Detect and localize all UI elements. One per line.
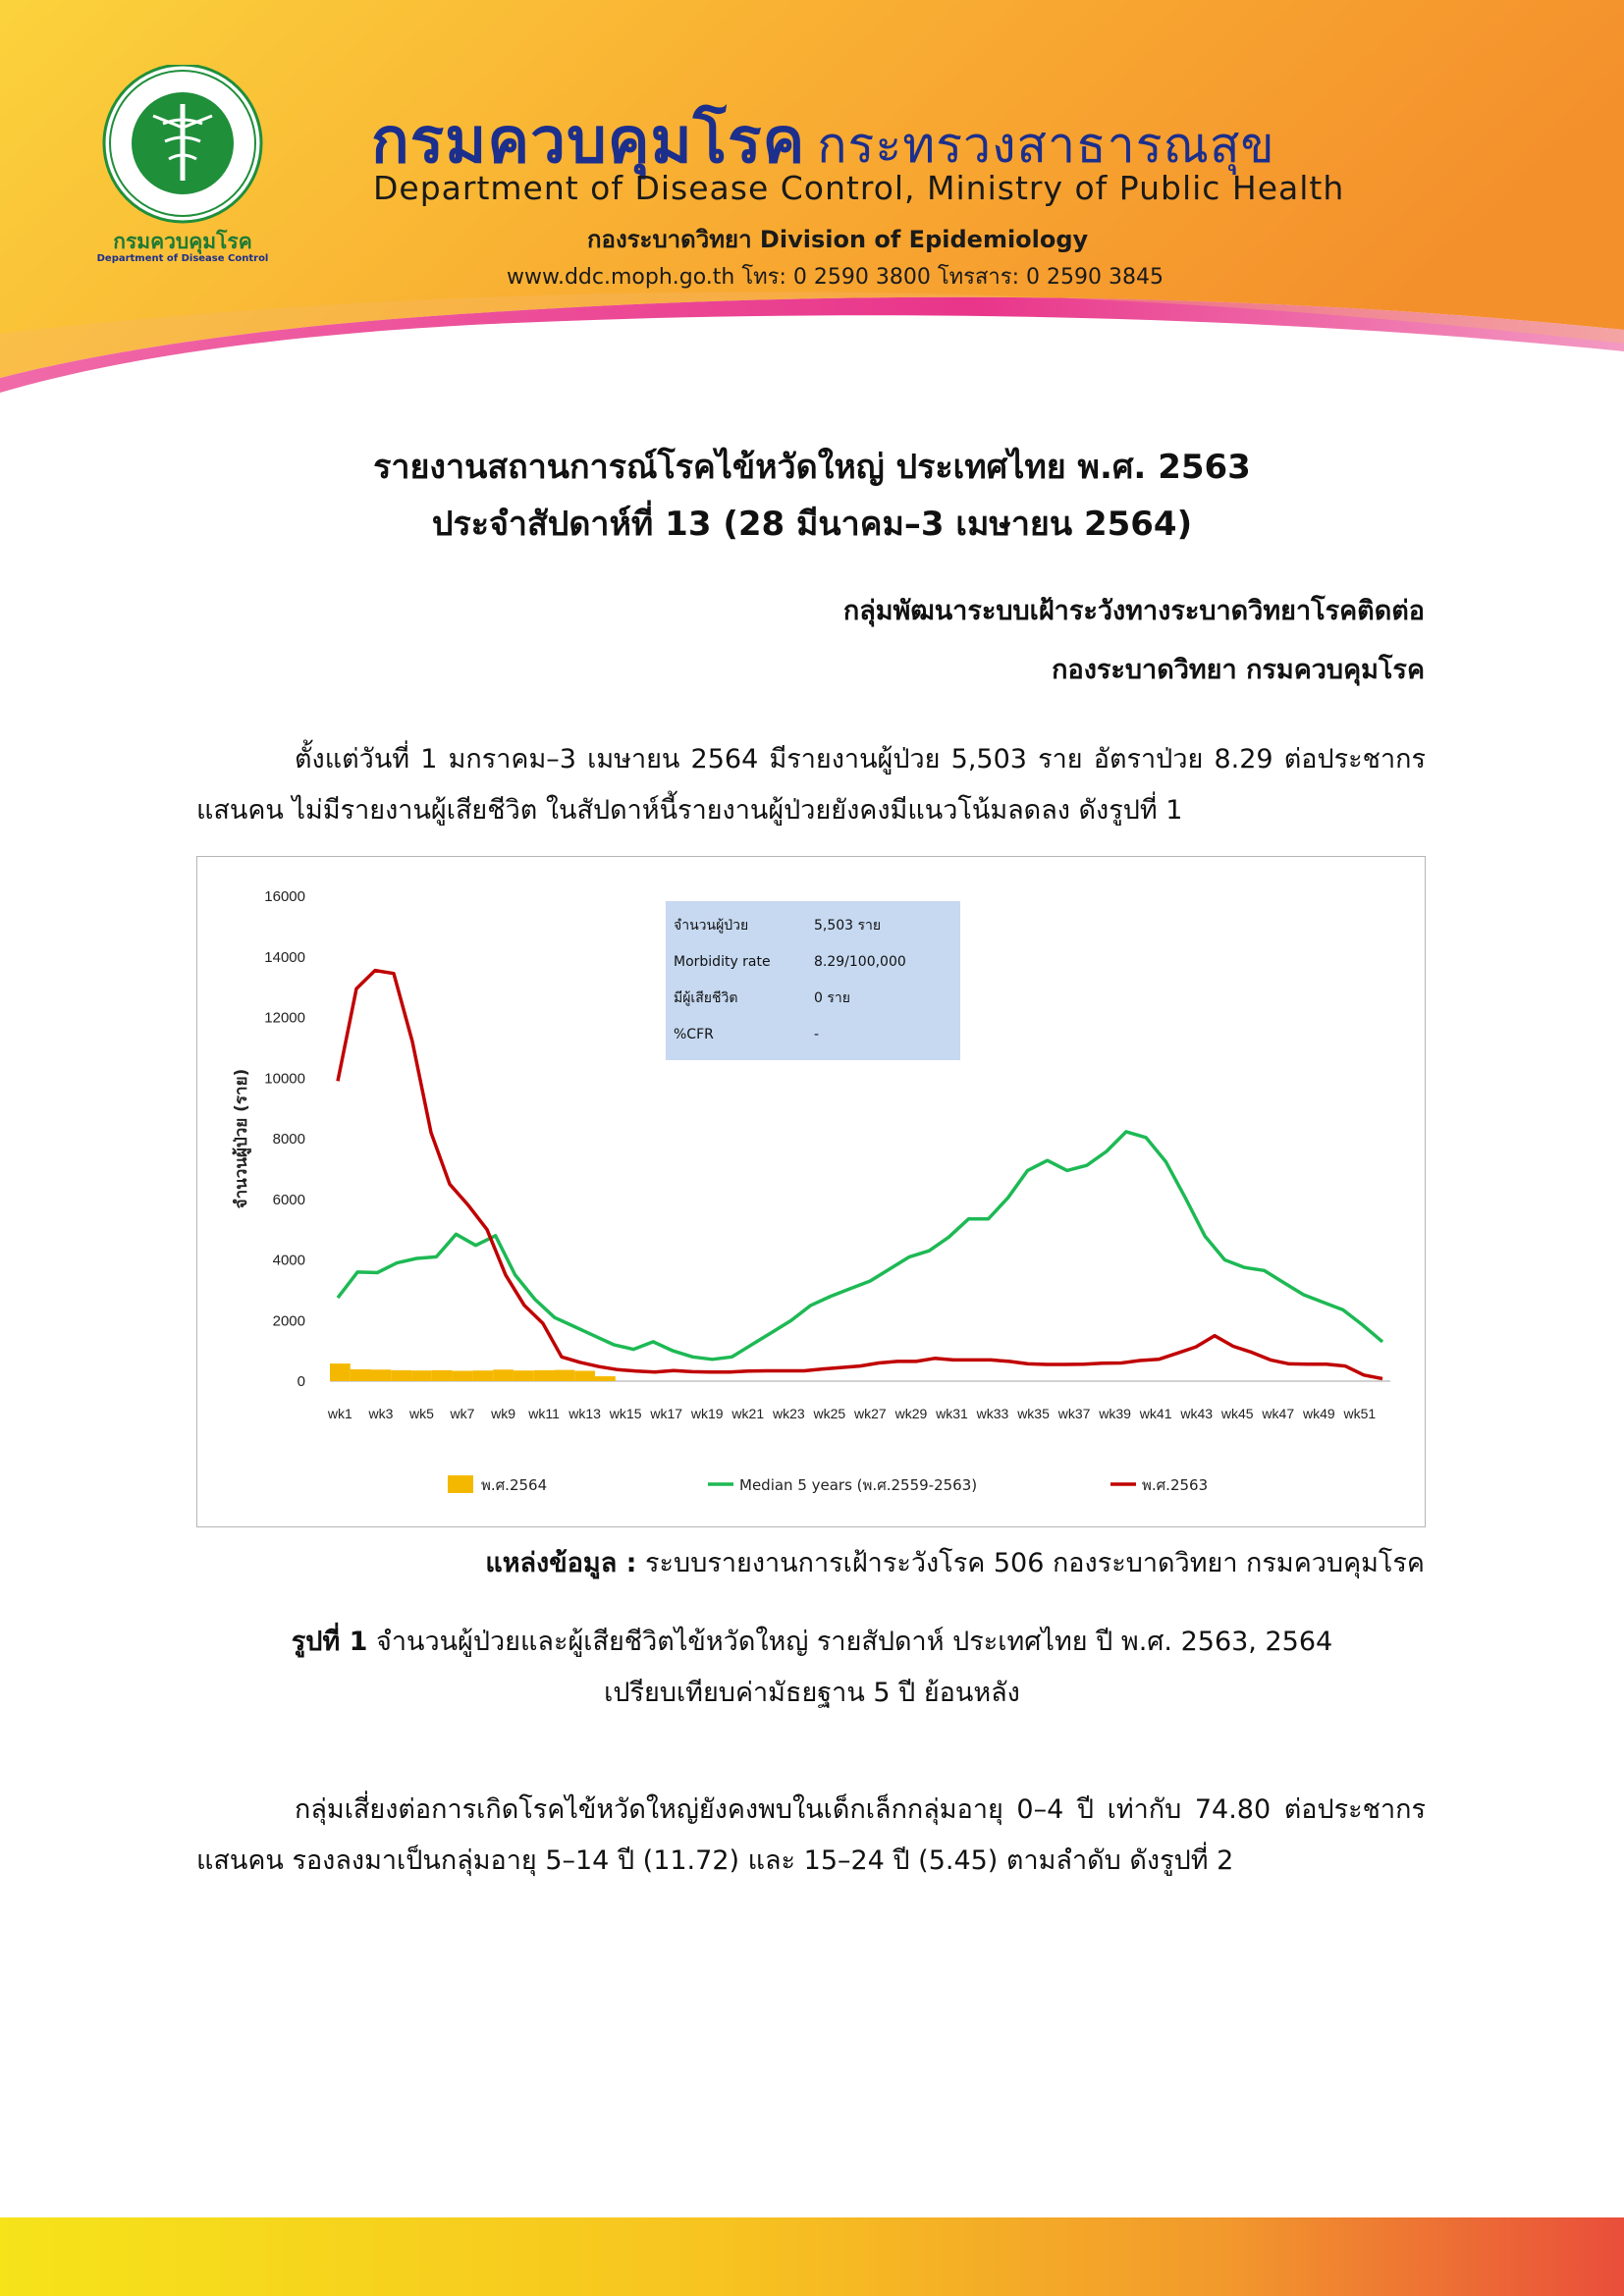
bar-2564	[432, 1370, 453, 1381]
ministry-logo	[94, 65, 271, 271]
x-tick-label: wk37	[1057, 1406, 1091, 1421]
x-tick-label: wk47	[1262, 1406, 1295, 1421]
bar-2564	[371, 1369, 392, 1381]
bar-2564	[411, 1370, 432, 1381]
x-tick-label: wk19	[690, 1406, 724, 1421]
paragraph-summary	[196, 734, 1426, 836]
figure-caption	[0, 1620, 1624, 1662]
x-tick-label: wk17	[650, 1406, 683, 1421]
figure-caption-line2: เปรียบเทียบค่ามัธยฐาน 5 ปี ย้อนหลัง	[604, 1678, 1020, 1708]
x-tick-label: wk27	[854, 1406, 887, 1421]
x-tick-label: wk43	[1180, 1406, 1214, 1421]
author-group: กลุ่มพัฒนาระบบเฝ้าระวังทางระบาดวิทยาโรคติดต่อ	[842, 596, 1425, 626]
info-value: -	[814, 1027, 820, 1042]
x-tick-label: wk7	[450, 1406, 475, 1421]
x-tick-label: wk9	[491, 1406, 515, 1421]
info-value: 5,503 ราย	[814, 918, 882, 934]
x-tick-label: wk25	[813, 1406, 846, 1421]
bar-2564	[472, 1370, 493, 1381]
bar-2564	[493, 1369, 514, 1381]
info-value: 8.29/100,000	[814, 954, 906, 970]
data-source-text: ระบบรายงานการเฝ้าระวังโรค 506 กองระบาดวิทยา กรมควบคุมโรค	[636, 1548, 1425, 1578]
info-label: %CFR	[674, 1027, 714, 1042]
x-tick-label: wk31	[936, 1406, 968, 1421]
bar-2564	[554, 1370, 574, 1381]
x-tick-label: wk35	[1017, 1406, 1050, 1421]
bar-2564	[391, 1370, 411, 1381]
logo-name-thai: กรมควบคุมโรค	[113, 230, 252, 253]
contact-info: www.ddc.moph.go.th โทร: 0 2590 3800 โทรสาร: 0 2590 3845	[507, 265, 1164, 290]
bar-2564	[330, 1363, 351, 1381]
bar-2564	[351, 1369, 371, 1381]
legend-label: พ.ศ.2564	[481, 1476, 548, 1494]
paragraph-risk-line1: กลุ่มเสี่ยงต่อการเกิดโรคไข้หวัดใหญ่ยังคงพบในเด็กเล็กกลุ่มอายุ 0–4 ปี เท่ากับ 74.80 ต่อประชากร	[295, 1794, 1426, 1825]
letterhead	[0, 0, 1624, 393]
y-tick-label: 12000	[264, 1009, 305, 1027]
author-division: กองระบาดวิทยา กรมควบคุมโรค	[1052, 655, 1425, 685]
x-tick-label: wk29	[894, 1406, 928, 1421]
report-subtitle: ประจำสัปดาห์ที่ 13 (28 มีนาคม–3 เมษายน 2564)	[431, 505, 1193, 544]
figure-label: รูปที่ 1	[291, 1627, 368, 1657]
x-tick-label: wk45	[1220, 1406, 1254, 1421]
report-title: รายงานสถานการณ์โรคไข้หวัดใหญ่ ประเทศไทย พ.ศ. 2563	[373, 448, 1251, 487]
org-name: กรมควบคุมโรค	[371, 105, 806, 178]
x-tick-label: wk11	[528, 1406, 560, 1421]
x-tick-label: wk1	[327, 1406, 352, 1421]
division-name: กองระบาดวิทยา Division of Epidemiology	[587, 226, 1089, 253]
y-tick-label: 14000	[264, 948, 305, 966]
chart-svg	[197, 857, 1425, 1526]
logo-name-en: Department of Disease Control	[96, 253, 269, 264]
x-tick-label: wk21	[731, 1406, 765, 1421]
data-source-label: แหล่งข้อมูล :	[485, 1548, 637, 1578]
x-tick-label: wk13	[568, 1406, 601, 1421]
x-tick-label: wk51	[1343, 1406, 1377, 1421]
y-tick-label: 0	[297, 1373, 305, 1390]
x-tick-label: wk41	[1139, 1406, 1172, 1421]
legend-swatch-bar	[448, 1475, 473, 1493]
x-tick-label: wk39	[1099, 1406, 1131, 1421]
y-tick-label: 8000	[272, 1131, 305, 1148]
legend-label: Median 5 years (พ.ศ.2559-2563)	[739, 1476, 978, 1494]
x-tick-label: wk15	[609, 1406, 642, 1421]
x-tick-label: wk33	[976, 1406, 1009, 1421]
y-tick-label: 16000	[264, 888, 305, 905]
y-axis-label: จำนวนผู้ป่วย (ราย)	[232, 1068, 251, 1209]
y-tick-label: 4000	[272, 1252, 305, 1269]
paragraph-risk-groups	[196, 1785, 1426, 1887]
y-tick-label: 2000	[272, 1312, 305, 1330]
bar-2564	[595, 1376, 616, 1381]
footer-band	[0, 2217, 1624, 2296]
bar-2564	[453, 1371, 473, 1381]
x-tick-label: wk5	[409, 1406, 434, 1421]
bar-2564	[574, 1371, 595, 1381]
influenza-weekly-chart	[196, 856, 1426, 1527]
bar-2564	[534, 1370, 555, 1381]
legend-label: พ.ศ.2563	[1142, 1476, 1209, 1494]
x-tick-label: wk49	[1302, 1406, 1335, 1421]
info-label: จำนวนผู้ป่วย	[674, 918, 749, 934]
info-label: มีผู้เสียชีวิต	[674, 990, 738, 1006]
info-value: 0 ราย	[814, 990, 850, 1006]
figure-caption-line1: จำนวนผู้ป่วยและผู้เสียชีวิตไข้หวัดใหญ่ รายสัปดาห์ ประเทศไทย ปี พ.ศ. 2563, 2564	[367, 1627, 1333, 1657]
paragraph-summary-line2: แสนคน ไม่มีรายงานผู้เสียชีวิต ในสัปดาห์นี้รายงานผู้ป่วยยังคงมีแนวโน้มลดลง ดังรูปที่ 1	[196, 795, 1183, 826]
y-tick-label: 10000	[264, 1070, 305, 1088]
y-tick-label: 6000	[272, 1191, 305, 1208]
info-label: Morbidity rate	[674, 954, 771, 970]
ministry-name: กระทรวงสาธารณสุข	[817, 117, 1275, 174]
bar-2564	[514, 1370, 534, 1381]
paragraph-summary-line1: ตั้งแต่วันที่ 1 มกราคม–3 เมษายน 2564 มีรายงานผู้ป่วย 5,503 ราย อัตราป่วย 8.29 ต่อประชากร	[295, 744, 1426, 774]
org-name-english: Department of Disease Control, Ministry of Public Health	[373, 169, 1345, 207]
logo-ring-text	[94, 65, 118, 66]
paragraph-risk-line2: แสนคน รองลงมาเป็นกลุ่มอายุ 5–14 ปี (11.72) และ 15–24 ปี (5.45) ตามลำดับ ดังรูปที่ 2	[196, 1845, 1234, 1876]
data-source	[485, 1541, 1425, 1583]
x-tick-label: wk23	[772, 1406, 805, 1421]
x-tick-label: wk3	[368, 1406, 394, 1421]
